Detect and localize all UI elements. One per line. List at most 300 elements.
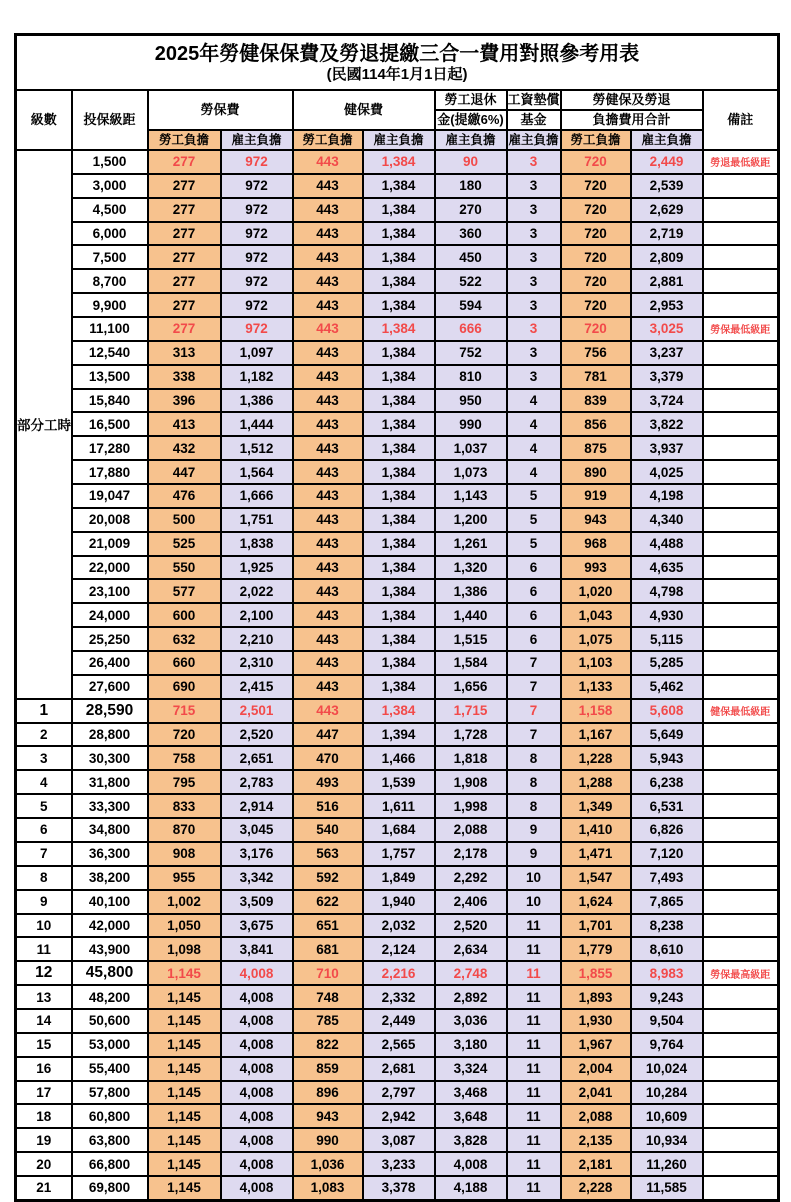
value-cell: 470: [293, 746, 363, 770]
level-cell: 12: [16, 961, 72, 985]
value-cell: 1,925: [221, 556, 293, 580]
value-cell: 9,243: [631, 985, 703, 1009]
value-cell: 1,384: [363, 651, 435, 675]
header-row-group: [16, 90, 779, 110]
table-row: [16, 1104, 779, 1128]
col-header-remark: 備註: [703, 90, 779, 150]
value-cell: 10: [507, 890, 561, 914]
remark-cell: 勞保最高級距: [703, 961, 779, 985]
col-header-total-line1: 勞健保及勞退: [561, 90, 703, 110]
value-cell: 4,008: [221, 1152, 293, 1176]
value-cell: 5,462: [631, 675, 703, 699]
value-cell: 1,037: [435, 436, 507, 460]
bracket-cell: 31,800: [72, 770, 148, 794]
value-cell: 1,940: [363, 890, 435, 914]
remark-cell: [703, 675, 779, 699]
value-cell: 1,701: [561, 914, 631, 938]
level-cell: 11: [16, 937, 72, 961]
value-cell: 1,145: [148, 1176, 221, 1200]
table-row: [16, 508, 779, 532]
value-cell: 1,145: [148, 1033, 221, 1057]
value-cell: 720: [148, 723, 221, 747]
value-cell: 277: [148, 222, 221, 246]
value-cell: 4,025: [631, 460, 703, 484]
value-cell: 1,386: [221, 389, 293, 413]
bracket-cell: 23,100: [72, 579, 148, 603]
remark-cell: 勞保最低級距: [703, 317, 779, 341]
value-cell: 5,608: [631, 699, 703, 723]
level-cell: 1: [16, 699, 72, 723]
value-cell: 1,564: [221, 460, 293, 484]
value-cell: 443: [293, 651, 363, 675]
value-cell: 277: [148, 198, 221, 222]
value-cell: 4,008: [221, 1009, 293, 1033]
bracket-cell: 24,000: [72, 603, 148, 627]
value-cell: 2,449: [631, 150, 703, 174]
value-cell: 1,075: [561, 627, 631, 651]
value-cell: 2,310: [221, 651, 293, 675]
bracket-cell: 26,400: [72, 651, 148, 675]
page-title: 2025年勞健保保費及勞退提繳三合一費用對照參考用表: [154, 43, 640, 66]
value-cell: 7: [507, 699, 561, 723]
value-cell: 8: [507, 794, 561, 818]
value-cell: 6,531: [631, 794, 703, 818]
value-cell: 5: [507, 484, 561, 508]
value-cell: 890: [561, 460, 631, 484]
value-cell: 4,635: [631, 556, 703, 580]
value-cell: 594: [435, 293, 507, 317]
bracket-cell: 15,840: [72, 389, 148, 413]
value-cell: 2,449: [363, 1009, 435, 1033]
remark-cell: 健保最低級距: [703, 699, 779, 723]
value-cell: 1,097: [221, 341, 293, 365]
value-cell: 2,629: [631, 198, 703, 222]
table-row: [16, 579, 779, 603]
bracket-cell: 45,800: [72, 961, 148, 985]
value-cell: 443: [293, 341, 363, 365]
remark-cell: [703, 412, 779, 436]
remark-cell: [703, 269, 779, 293]
value-cell: 1,073: [435, 460, 507, 484]
page: [0, 33, 791, 1196]
value-cell: 943: [293, 1104, 363, 1128]
value-cell: 2,783: [221, 770, 293, 794]
value-cell: 11: [507, 1152, 561, 1176]
page-subtitle: (民國114年1月1日起): [326, 66, 468, 84]
value-cell: 3,378: [363, 1176, 435, 1200]
value-cell: 972: [221, 317, 293, 341]
bracket-cell: 40,100: [72, 890, 148, 914]
table-row: [16, 794, 779, 818]
value-cell: 1,145: [148, 1057, 221, 1081]
value-cell: 2,539: [631, 174, 703, 198]
value-cell: 2,520: [221, 723, 293, 747]
value-cell: 1,349: [561, 794, 631, 818]
value-cell: 3,841: [221, 937, 293, 961]
bracket-cell: 11,100: [72, 317, 148, 341]
value-cell: 11: [507, 1033, 561, 1057]
value-cell: 810: [435, 365, 507, 389]
bracket-cell: 69,800: [72, 1176, 148, 1200]
value-cell: 1,684: [363, 818, 435, 842]
value-cell: 3,045: [221, 818, 293, 842]
value-cell: 972: [221, 245, 293, 269]
remark-cell: [703, 842, 779, 866]
value-cell: 1,145: [148, 1104, 221, 1128]
value-cell: 338: [148, 365, 221, 389]
bracket-cell: 9,900: [72, 293, 148, 317]
bracket-cell: 38,200: [72, 866, 148, 890]
value-cell: 1,893: [561, 985, 631, 1009]
value-cell: 6: [507, 556, 561, 580]
value-cell: 943: [561, 508, 631, 532]
value-cell: 1,611: [363, 794, 435, 818]
value-cell: 2,681: [363, 1057, 435, 1081]
value-cell: 2,406: [435, 890, 507, 914]
value-cell: 1,145: [148, 1009, 221, 1033]
value-cell: 443: [293, 484, 363, 508]
value-cell: 1,384: [363, 269, 435, 293]
table-row: [16, 1176, 779, 1200]
value-cell: 11: [507, 961, 561, 985]
table-body: [16, 150, 779, 1200]
level-cell: 13: [16, 985, 72, 1009]
value-cell: 3: [507, 341, 561, 365]
value-cell: 833: [148, 794, 221, 818]
value-cell: 3: [507, 198, 561, 222]
col-header-wage-fund-line2: 基金: [507, 110, 561, 130]
value-cell: 1,666: [221, 484, 293, 508]
value-cell: 600: [148, 603, 221, 627]
value-cell: 11: [507, 985, 561, 1009]
value-cell: 1,098: [148, 937, 221, 961]
value-cell: 4,188: [435, 1176, 507, 1200]
bracket-cell: 17,880: [72, 460, 148, 484]
value-cell: 8: [507, 746, 561, 770]
value-cell: 525: [148, 532, 221, 556]
value-cell: 432: [148, 436, 221, 460]
value-cell: 1,515: [435, 627, 507, 651]
value-cell: 1,143: [435, 484, 507, 508]
value-cell: 1,043: [561, 603, 631, 627]
value-cell: 450: [435, 245, 507, 269]
col-header-level: 級數: [16, 90, 72, 150]
value-cell: 715: [148, 699, 221, 723]
value-cell: 8,238: [631, 914, 703, 938]
value-cell: 4: [507, 412, 561, 436]
value-cell: 522: [435, 269, 507, 293]
bracket-cell: 43,900: [72, 937, 148, 961]
value-cell: 720: [561, 222, 631, 246]
value-cell: 7,120: [631, 842, 703, 866]
bracket-cell: 16,500: [72, 412, 148, 436]
value-cell: 1,002: [148, 890, 221, 914]
remark-cell: [703, 341, 779, 365]
remark-cell: [703, 460, 779, 484]
table-row: [16, 866, 779, 890]
table-row: [16, 914, 779, 938]
value-cell: 1,133: [561, 675, 631, 699]
value-cell: 1,145: [148, 961, 221, 985]
level-cell: 19: [16, 1128, 72, 1152]
remark-cell: [703, 985, 779, 1009]
table-row: [16, 627, 779, 651]
value-cell: 1,145: [148, 1128, 221, 1152]
value-cell: 1,020: [561, 579, 631, 603]
value-cell: 6: [507, 627, 561, 651]
value-cell: 443: [293, 412, 363, 436]
value-cell: 2,124: [363, 937, 435, 961]
value-cell: 720: [561, 245, 631, 269]
bracket-cell: 28,800: [72, 723, 148, 747]
value-cell: 2,292: [435, 866, 507, 890]
value-cell: 2,748: [435, 961, 507, 985]
value-cell: 1,838: [221, 532, 293, 556]
value-cell: 9: [507, 818, 561, 842]
value-cell: 1,757: [363, 842, 435, 866]
subheader-labor-employee: 勞工負擔: [148, 130, 221, 150]
remark-cell: [703, 1128, 779, 1152]
table-row: [16, 961, 779, 985]
value-cell: 720: [561, 293, 631, 317]
value-cell: 993: [561, 556, 631, 580]
value-cell: 1,751: [221, 508, 293, 532]
value-cell: 1,158: [561, 699, 631, 723]
value-cell: 781: [561, 365, 631, 389]
value-cell: 7: [507, 651, 561, 675]
bracket-cell: 60,800: [72, 1104, 148, 1128]
value-cell: 476: [148, 484, 221, 508]
value-cell: 1,384: [363, 699, 435, 723]
value-cell: 1,384: [363, 508, 435, 532]
value-cell: 1,512: [221, 436, 293, 460]
remark-cell: [703, 1033, 779, 1057]
value-cell: 443: [293, 389, 363, 413]
value-cell: 3,937: [631, 436, 703, 460]
value-cell: 1,656: [435, 675, 507, 699]
value-cell: 720: [561, 198, 631, 222]
value-cell: 2,088: [561, 1104, 631, 1128]
value-cell: 972: [221, 293, 293, 317]
bracket-cell: 63,800: [72, 1128, 148, 1152]
value-cell: 2,032: [363, 914, 435, 938]
value-cell: 2,210: [221, 627, 293, 651]
level-cell: 10: [16, 914, 72, 938]
value-cell: 277: [148, 174, 221, 198]
value-cell: 5,943: [631, 746, 703, 770]
value-cell: 1,715: [435, 699, 507, 723]
value-cell: 180: [435, 174, 507, 198]
value-cell: 11,260: [631, 1152, 703, 1176]
value-cell: 968: [561, 532, 631, 556]
table-row: [16, 317, 779, 341]
value-cell: 1,384: [363, 627, 435, 651]
table-row: [16, 389, 779, 413]
bracket-cell: 17,280: [72, 436, 148, 460]
value-cell: 3,379: [631, 365, 703, 389]
value-cell: 1,444: [221, 412, 293, 436]
value-cell: 277: [148, 150, 221, 174]
value-cell: 972: [221, 269, 293, 293]
value-cell: 2,892: [435, 985, 507, 1009]
remark-cell: [703, 723, 779, 747]
value-cell: 2,881: [631, 269, 703, 293]
value-cell: 10,934: [631, 1128, 703, 1152]
value-cell: 2,415: [221, 675, 293, 699]
value-cell: 972: [221, 222, 293, 246]
bracket-cell: 33,300: [72, 794, 148, 818]
value-cell: 1,200: [435, 508, 507, 532]
table-row: [16, 460, 779, 484]
value-cell: 632: [148, 627, 221, 651]
value-cell: 2,004: [561, 1057, 631, 1081]
value-cell: 4,198: [631, 484, 703, 508]
value-cell: 396: [148, 389, 221, 413]
value-cell: 1,728: [435, 723, 507, 747]
bracket-cell: 8,700: [72, 269, 148, 293]
level-cell: 15: [16, 1033, 72, 1057]
bracket-cell: 30,300: [72, 746, 148, 770]
table-row: [16, 1033, 779, 1057]
value-cell: 752: [435, 341, 507, 365]
table-row: [16, 532, 779, 556]
col-header-pension-line2: 金(提繳6%): [435, 110, 507, 130]
value-cell: 622: [293, 890, 363, 914]
value-cell: 1,384: [363, 460, 435, 484]
value-cell: 4,930: [631, 603, 703, 627]
subheader-health-employee: 勞工負擔: [293, 130, 363, 150]
value-cell: 277: [148, 245, 221, 269]
value-cell: 1,384: [363, 484, 435, 508]
value-cell: 1,440: [435, 603, 507, 627]
value-cell: 443: [293, 556, 363, 580]
level-cell: 20: [16, 1152, 72, 1176]
value-cell: 690: [148, 675, 221, 699]
remark-cell: [703, 1009, 779, 1033]
value-cell: 758: [148, 746, 221, 770]
value-cell: 6: [507, 603, 561, 627]
value-cell: 1,103: [561, 651, 631, 675]
value-cell: 5: [507, 532, 561, 556]
title-cell: [16, 35, 779, 91]
value-cell: 1,384: [363, 675, 435, 699]
premium-reference-table: [14, 33, 780, 1202]
value-cell: 1,145: [148, 985, 221, 1009]
value-cell: 4,008: [221, 1128, 293, 1152]
value-cell: 1,145: [148, 1152, 221, 1176]
value-cell: 7,865: [631, 890, 703, 914]
remark-cell: [703, 245, 779, 269]
subheader-total-employee: 勞工負擔: [561, 130, 631, 150]
value-cell: 443: [293, 245, 363, 269]
value-cell: 2,634: [435, 937, 507, 961]
value-cell: 1,384: [363, 365, 435, 389]
value-cell: 1,384: [363, 436, 435, 460]
value-cell: 443: [293, 365, 363, 389]
value-cell: 360: [435, 222, 507, 246]
table-row: [16, 1152, 779, 1176]
table-row: [16, 770, 779, 794]
value-cell: 1,410: [561, 818, 631, 842]
value-cell: 6,238: [631, 770, 703, 794]
value-cell: 1,384: [363, 341, 435, 365]
value-cell: 4,008: [221, 1104, 293, 1128]
value-cell: 4,798: [631, 579, 703, 603]
table-row: [16, 365, 779, 389]
remark-cell: [703, 746, 779, 770]
value-cell: 443: [293, 174, 363, 198]
value-cell: 1,547: [561, 866, 631, 890]
value-cell: 720: [561, 174, 631, 198]
value-cell: 2,914: [221, 794, 293, 818]
value-cell: 3: [507, 293, 561, 317]
value-cell: 447: [293, 723, 363, 747]
value-cell: 1,779: [561, 937, 631, 961]
value-cell: 1,145: [148, 1081, 221, 1105]
value-cell: 3: [507, 150, 561, 174]
value-cell: 3,828: [435, 1128, 507, 1152]
value-cell: 1,384: [363, 317, 435, 341]
value-cell: 1,182: [221, 365, 293, 389]
table-row: [16, 198, 779, 222]
value-cell: 270: [435, 198, 507, 222]
value-cell: 651: [293, 914, 363, 938]
value-cell: 11,585: [631, 1176, 703, 1200]
value-cell: 955: [148, 866, 221, 890]
value-cell: 1,261: [435, 532, 507, 556]
bracket-cell: 20,008: [72, 508, 148, 532]
value-cell: 4: [507, 389, 561, 413]
value-cell: 1,384: [363, 293, 435, 317]
value-cell: 1,036: [293, 1152, 363, 1176]
table-row: [16, 985, 779, 1009]
remark-cell: [703, 436, 779, 460]
value-cell: 1,624: [561, 890, 631, 914]
value-cell: 3: [507, 245, 561, 269]
value-cell: 563: [293, 842, 363, 866]
bracket-cell: 25,250: [72, 627, 148, 651]
value-cell: 443: [293, 627, 363, 651]
value-cell: 2,942: [363, 1104, 435, 1128]
bracket-cell: 4,500: [72, 198, 148, 222]
value-cell: 3: [507, 365, 561, 389]
table-row: [16, 436, 779, 460]
value-cell: 500: [148, 508, 221, 532]
value-cell: 4,008: [221, 1081, 293, 1105]
value-cell: 577: [148, 579, 221, 603]
subheader-labor-employer: 雇主負擔: [221, 130, 293, 150]
value-cell: 990: [293, 1128, 363, 1152]
value-cell: 5,115: [631, 627, 703, 651]
value-cell: 3,324: [435, 1057, 507, 1081]
bracket-cell: 19,047: [72, 484, 148, 508]
value-cell: 950: [435, 389, 507, 413]
value-cell: 1,998: [435, 794, 507, 818]
value-cell: 7: [507, 723, 561, 747]
value-cell: 2,953: [631, 293, 703, 317]
value-cell: 660: [148, 651, 221, 675]
value-cell: 4,008: [435, 1152, 507, 1176]
value-cell: 3: [507, 174, 561, 198]
remark-cell: [703, 508, 779, 532]
remark-cell: [703, 794, 779, 818]
value-cell: 3,025: [631, 317, 703, 341]
table-row: [16, 245, 779, 269]
bracket-cell: 12,540: [72, 341, 148, 365]
level-cell: 6: [16, 818, 72, 842]
remark-cell: [703, 579, 779, 603]
value-cell: 277: [148, 269, 221, 293]
